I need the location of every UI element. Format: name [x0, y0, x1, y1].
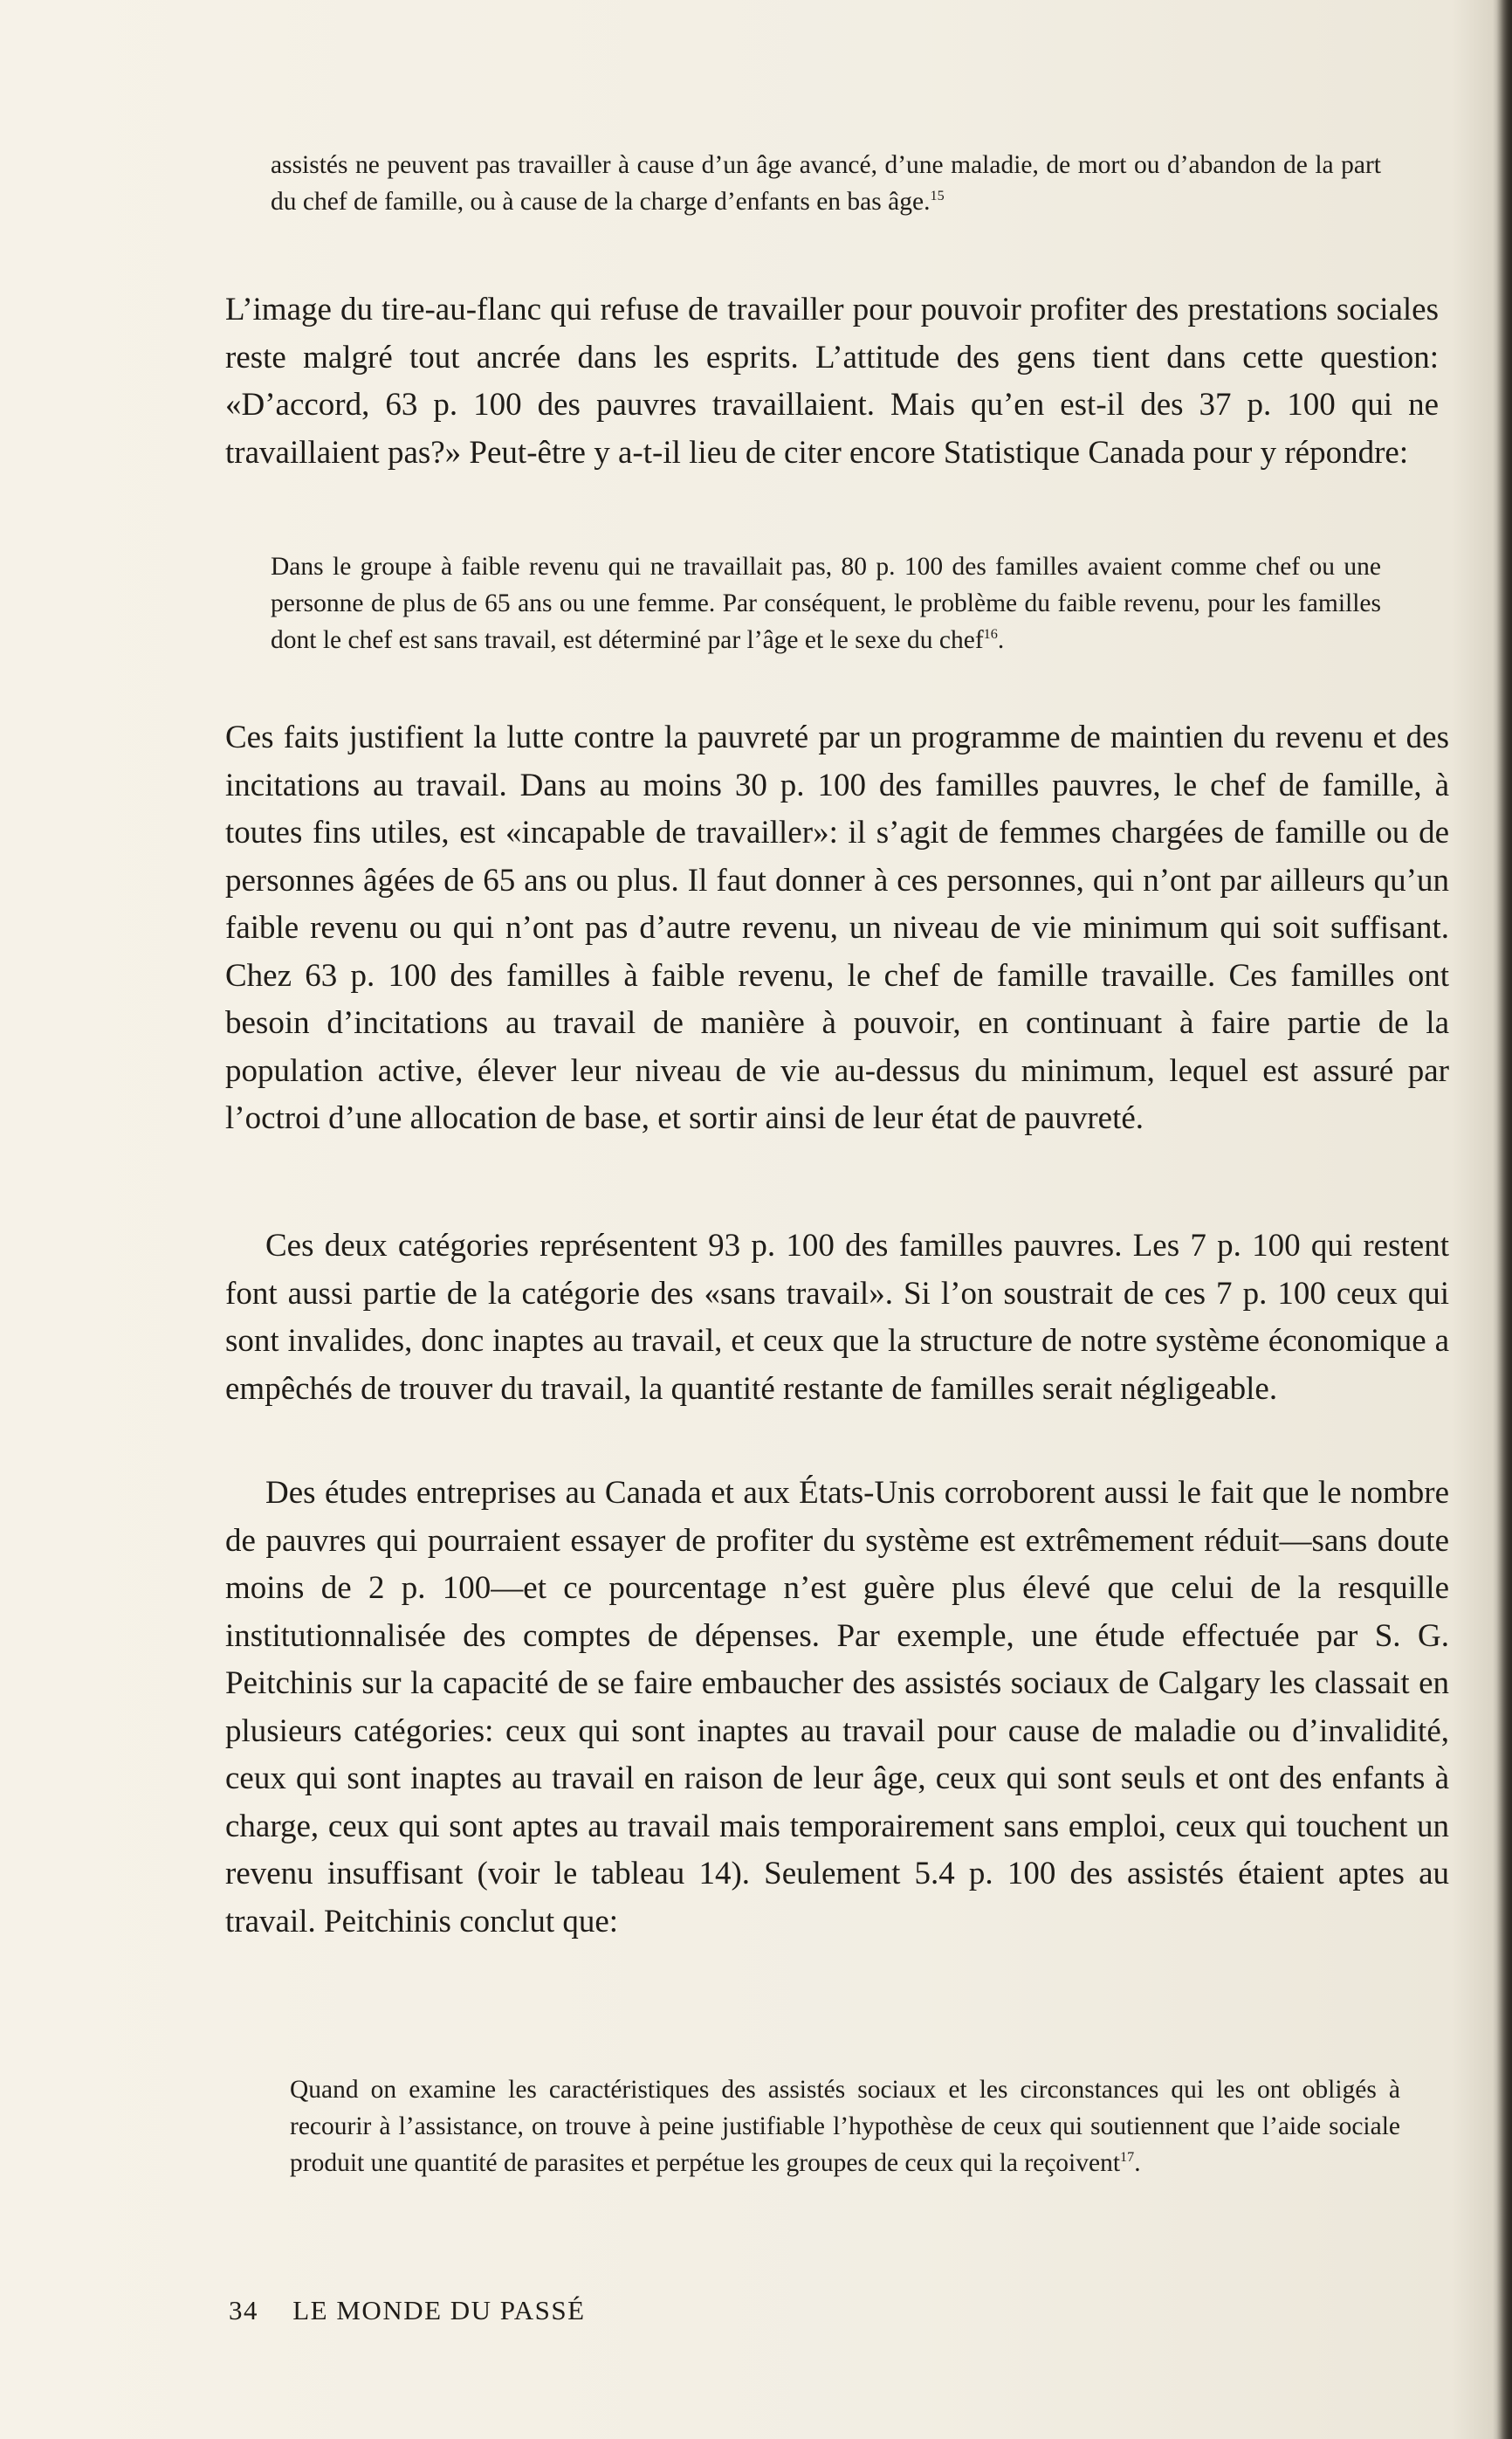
- page-number: 34: [229, 2295, 258, 2325]
- page-footer: [229, 2295, 586, 2326]
- block-quote-mid: Dans le groupe à faible revenu qui ne travaillait pas, 80 p. 100 des familles avaient comme chef ou une personne de plus de 65 ans ou une femme. Par conséquent, le problème du faible revenu, pour les familles dont le chef est sans travail, est déterminé par l’âge et le sexe du chef$^{16}$.: [271, 553, 1381, 654]
- paragraph-4: Des études entreprises au Canada et aux États-Unis corroborent aussi le fait que le nombre de pauvres qui pourraient essayer de profiter du système est extrêmement réduit—sans doute moins de 2 p. 100—et ce pourcentage n’est guère plus élevé que celui de la resquille institutionnalisée des comptes de dépenses. Par exemple, une étude effectuée par S. G. Peitchinis sur la capacité de se faire embaucher des assistés sociaux de Calgary les classait en plusieurs catégories: ceux qui sont inaptes au travail pour cause de maladie ou d’invalidité, ceux qui sont inaptes au travail en raison de leur âge, ceux qui sont seuls et ont des enfants à charge, ceux qui sont aptes au travail mais temporairement sans emploi, ceux qui touchent un revenu insuffisant (voir le tableau 14). Seulement 5.4 p. 100 des assistés étaient aptes au travail. Peitchinis conclut que:: [225, 1475, 1449, 1939]
- running-title: LE MONDE DU PASSÉ: [292, 2295, 586, 2325]
- paragraph-3: Ces deux catégories représentent 93 p. 100 des familles pauvres. Les 7 p. 100 qui restent font aussi partie de la catégorie des «sans travail». Si l’on soustrait de ces 7 p. 100 ceux qui sont invalides, donc inaptes au travail, et ceux que la structure de notre système économique a empêchés de trouver du travail, la quantité restante de familles serait négligeable.: [225, 1228, 1449, 1407]
- block-quote-bottom: Quand on examine les caractéristiques des assistés sociaux et les circonstances qui les ont obligés à recourir à l’assistance, on trouve à peine justifiable l’hypothèse de ceux qui soutiennent que l’aide sociale produit une quantité de parasites et perpétue les groupes de ceux qui la reçoivent$^{17}$.: [290, 2076, 1400, 2177]
- quote-top-text: assistés ne peuvent pas travailler à cause d’un âge avancé, d’une maladie, de mort ou d’abandon de la part du chef de famille, ou à cause de la charge d’enfants en bas âge: [271, 151, 1381, 216]
- paragraph-1: L’image du tire-au-flanc qui refuse de travailler pour pouvoir profiter des prestations sociales reste malgré tout ancrée dans les esprits. L’attitude des gens tient dans cette question: «D’accord, 63 p. 100 des pauvres travaillaient. Mais qu’en est-il des 37 p. 100 qui ne travaillaient pas?» Peut-être y a-t-il lieu de citer encore Statistique Canada pour y répondre:: [225, 292, 1439, 471]
- footnote-ref-17: 17: [1120, 2149, 1135, 2166]
- paragraph-2: Ces faits justifient la lutte contre la pauvreté par un programme de maintien du revenu et des incitations au travail. Dans au moins 30 p. 100 des familles pauvres, le chef de famille, à toutes fins utiles, est «incapable de travailler»: il s’agit de femmes chargées de famille ou de personnes âgées de 65 ans ou plus. Il faut donner à ces personnes, qui n’ont par ailleurs qu’un faible revenu ou qui n’ont pas d’autre revenu, un niveau de vie minimum qui soit suffisant. Chez 63 p. 100 des familles à faible revenu, le chef de famille travaille. Ces familles ont besoin d’incitations au travail de manière à pouvoir, en continuant à faire partie de la population active, élever leur niveau de vie au-dessus du minimum, lequel est assuré par l’octroi d’une allocation de base, et sortir ainsi de leur état de pauvreté.: [225, 720, 1449, 1136]
- quote-mid-text: Dans le groupe à faible revenu qui ne travaillait pas, 80 p. 100 des familles avaient comme chef ou une personne de plus de 65 ans ou une femme. Par conséquent, le problème du faible revenu, pour les familles dont le chef est sans travail, est déterminé par l’âge et le sexe du chef: [271, 553, 1381, 654]
- footnote-ref-15: 15: [930, 188, 945, 204]
- block-quote-top: assistés ne peuvent pas travailler à cause d’un âge avancé, d’une maladie, de mort ou d’abandon de la part du chef de famille, ou à cause de la charge d’enfants en bas âge.$^{15}$: [271, 151, 1381, 216]
- footnote-ref-16: 16: [983, 626, 998, 643]
- page-binding-edge: [1493, 0, 1512, 2439]
- quote-bottom-text: Quand on examine les caractéristiques des assistés sociaux et les circonstances qui les ont obligés à recourir à l’assistance, on trouve à peine justifiable l’hypothèse de ceux qui soutiennent que l’aide sociale produit une quantité de parasites et perpétue les groupes de ceux qui la reçoivent: [290, 2076, 1400, 2177]
